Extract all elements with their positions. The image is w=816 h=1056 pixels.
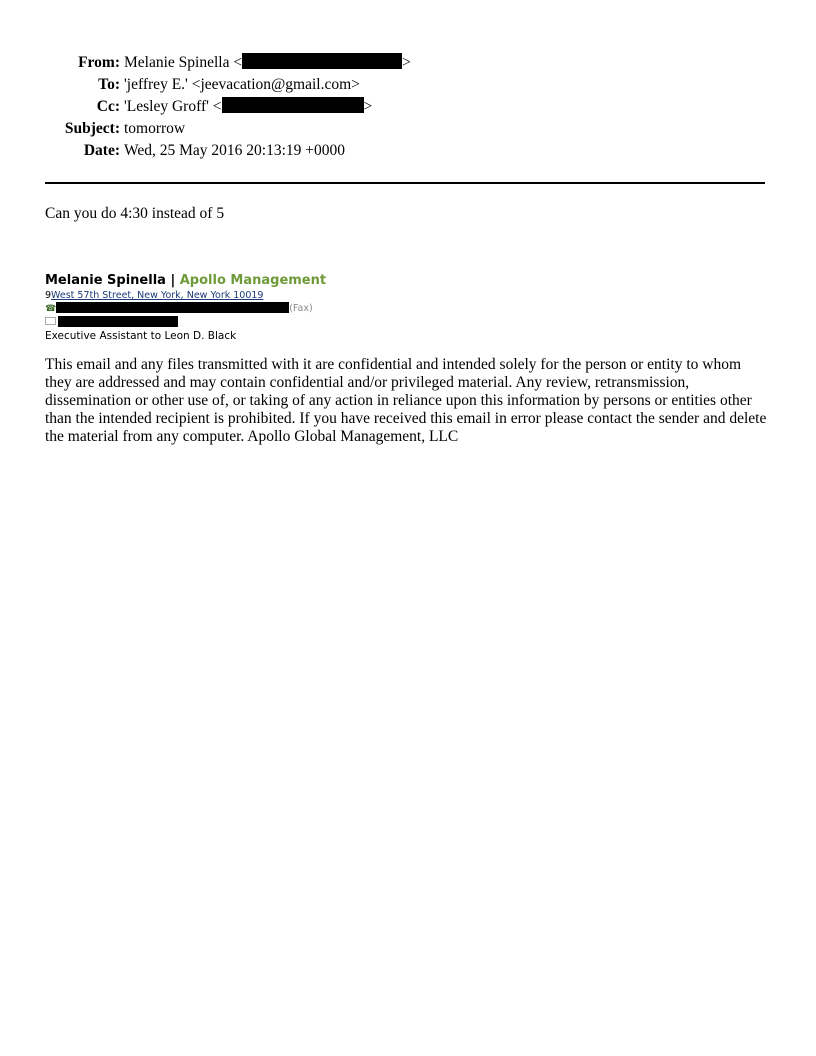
cc-value: 'Lesley Groff' < — [124, 98, 222, 115]
redacted-signature-email — [58, 316, 178, 327]
address-link[interactable]: West 57th Street, New York, New York 10019 — [51, 290, 264, 301]
signature-title: Executive Assistant to Leon D. Black — [45, 330, 237, 342]
date-row — [45, 140, 411, 162]
message-body: Can you do 4:30 instead of 5 — [45, 205, 225, 222]
header-divider — [45, 182, 765, 184]
from-label: From: — [78, 54, 120, 71]
email-header — [45, 52, 411, 162]
phone-icon: ☎ — [45, 304, 57, 314]
from-value: Melanie Spinella < — [124, 54, 243, 71]
signature-name-line — [45, 273, 326, 289]
mail-icon — [45, 317, 56, 325]
confidentiality-disclaimer: This email and any files transmitted with it are confidential and intended solely for the person or entity to whom they are addressed and may contain confidential and/or privileged material. Any review, retransmission, dissemination or other use of, or taking of any action in reliance upon this information by persons or entities other than the intended recipient is prohibited. If you have received this email in error please contact the sender and delete the material from any computer. Apollo Global Management, LLC — [45, 356, 767, 445]
cc-label: Cc: — [96, 98, 120, 115]
signature-address-line — [45, 289, 326, 302]
signature-separator: | — [165, 273, 180, 288]
signature-name: Melanie Spinella — [45, 273, 166, 288]
subject-value: tomorrow — [124, 120, 186, 137]
redacted-from-email — [242, 53, 402, 69]
date-value: Wed, 25 May 2016 20:13:19 +0000 — [124, 142, 346, 159]
to-value: 'jeffrey E.' <jeevacation@gmail.com> — [124, 76, 360, 93]
signature-phone-line — [45, 302, 326, 316]
email-signature — [45, 273, 326, 343]
date-label: Date: — [83, 142, 120, 159]
cc-field — [124, 96, 411, 118]
redacted-cc-email — [222, 97, 364, 113]
signature-email-line — [45, 316, 326, 329]
subject-label: Subject: — [64, 120, 120, 137]
from-field — [124, 52, 411, 74]
cc-row — [45, 96, 411, 118]
from-row — [45, 52, 411, 74]
fax-label: (Fax) — [289, 303, 313, 314]
subject-row — [45, 118, 411, 140]
to-row — [45, 74, 411, 96]
redacted-phone — [56, 302, 289, 313]
to-label: To: — [98, 76, 120, 93]
address-prefix: 9 — [45, 290, 52, 301]
cc-suffix: > — [363, 98, 373, 115]
from-suffix: > — [402, 54, 411, 71]
signature-company: Apollo Management — [179, 273, 327, 288]
